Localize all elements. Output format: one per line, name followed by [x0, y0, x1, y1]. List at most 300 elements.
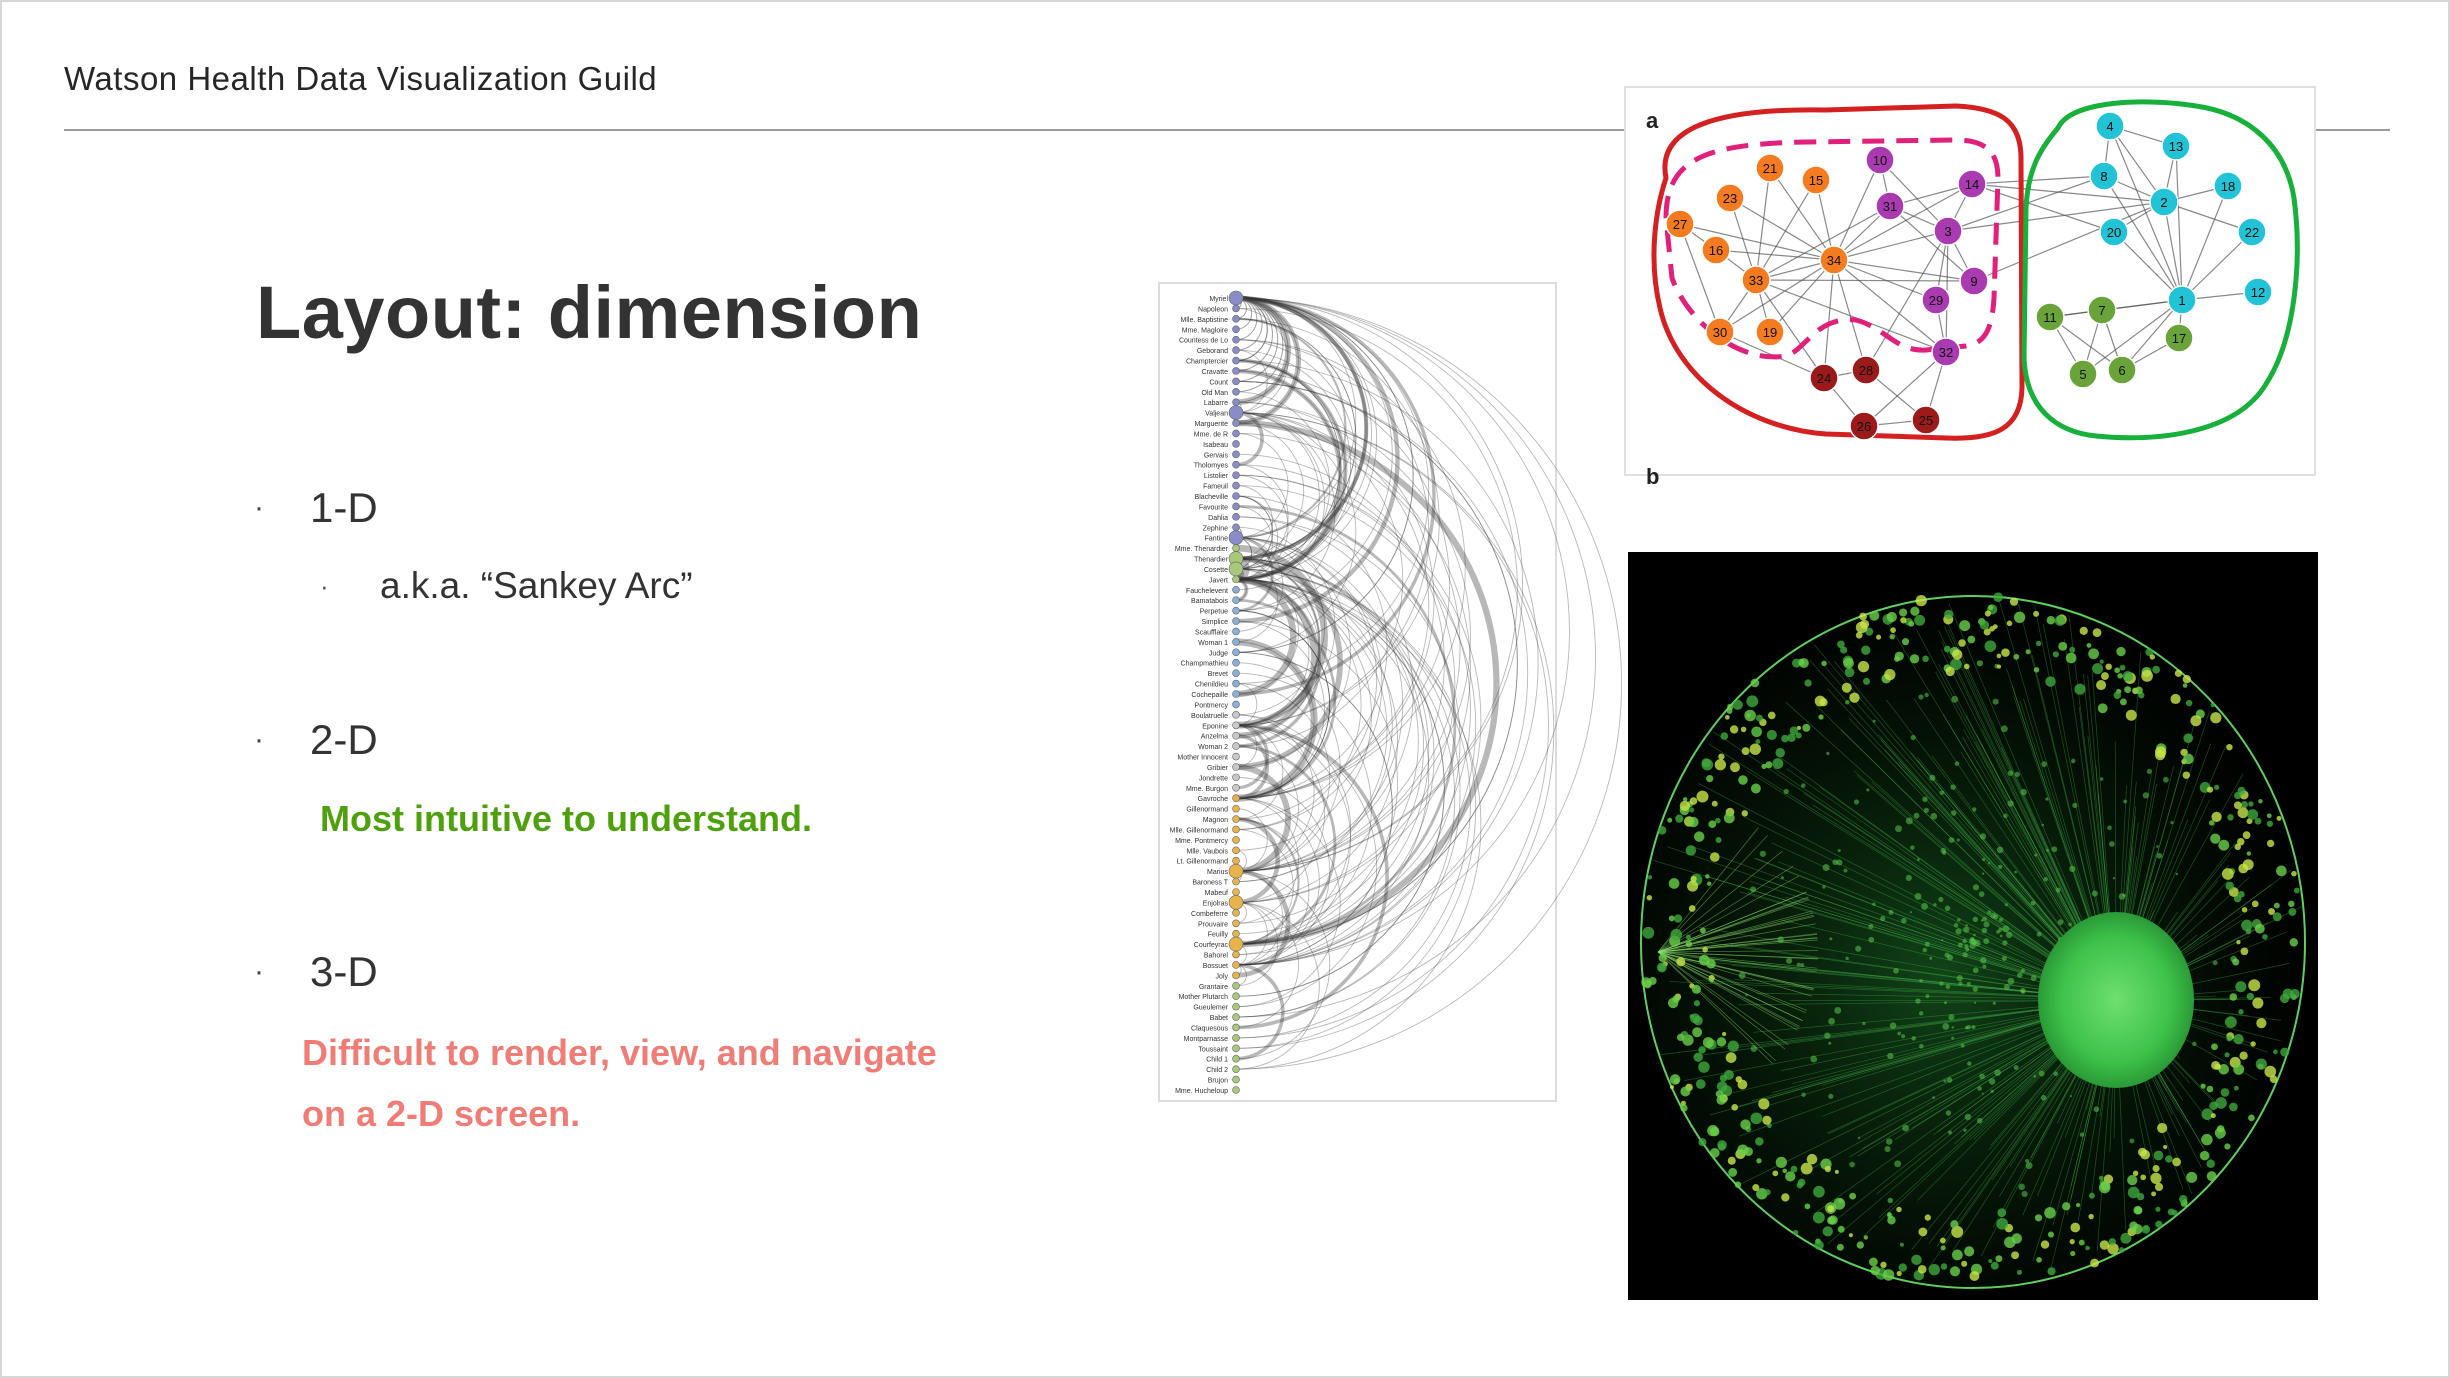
arc-node-label: Chenildieu — [1194, 681, 1228, 689]
sphere-cluster-point — [1756, 715, 1763, 722]
sphere-3d — [1628, 552, 2318, 1300]
sphere-cluster-point — [2150, 654, 2155, 659]
arc-node-label: Child 1 — [1206, 1056, 1228, 1064]
sphere-cluster-point — [1947, 1077, 1953, 1083]
arc-node — [1233, 795, 1240, 802]
panel-label-b: b — [1646, 464, 1660, 489]
sphere-cluster-point — [1897, 1032, 1901, 1036]
sphere-cluster-point — [2068, 923, 2072, 927]
network-node — [2108, 356, 2136, 384]
sphere-cluster-point — [1982, 965, 1986, 969]
sphere-cluster-point — [2192, 1042, 2196, 1046]
sphere-cluster-point — [2290, 938, 2298, 946]
sphere-cluster-point — [2137, 1193, 2144, 1200]
arc-node-label: Baroness T — [1192, 879, 1228, 887]
sphere-cluster-point — [1944, 1001, 1947, 1004]
sphere-cluster-point — [2226, 744, 2232, 750]
sphere-cluster-point — [1906, 817, 1913, 824]
sphere-cluster-point — [1822, 885, 1825, 888]
sphere-cluster-point — [2176, 873, 2178, 875]
sphere-cluster-point — [1698, 1046, 1705, 1053]
network-node-label: 32 — [1938, 345, 1954, 360]
network-node — [1958, 170, 1986, 198]
sphere-cluster-point — [2123, 800, 2127, 804]
sphere-cluster-point — [2170, 821, 2173, 824]
sphere-cluster-point — [2021, 789, 2027, 795]
arc-node-label: Mlle. Gillenormand — [1169, 827, 1228, 835]
arc-diagram-figure — [1158, 282, 1557, 1102]
network-node-label: 25 — [1918, 413, 1934, 428]
arc-node — [1233, 378, 1240, 385]
sphere-cluster-point — [2175, 670, 2182, 677]
sphere-cluster-point — [2241, 920, 2252, 931]
arc-node — [1233, 315, 1240, 322]
sphere-cluster-point — [2186, 1172, 2197, 1183]
bullet-label-3d: 3-D — [310, 948, 378, 995]
sphere-cluster-point — [1752, 728, 1760, 736]
sphere-cluster-point — [1674, 914, 1682, 922]
arc-node-label: Bahorel — [1203, 952, 1228, 960]
sphere-cluster-point — [1805, 1203, 1811, 1209]
sphere-cluster-point — [2264, 1066, 2276, 1078]
sphere-cluster-point — [1989, 1078, 1995, 1084]
sphere-cluster-point — [1837, 640, 1845, 648]
sphere-cluster-point — [1761, 764, 1766, 769]
sphere-cluster-point — [1702, 759, 1714, 771]
note-3d-line-1: Difficult to render, view, and navigate — [302, 1032, 937, 1073]
sub-bullet-label: a.k.a. “Sankey Arc” — [380, 565, 693, 606]
network-node — [1742, 266, 1770, 294]
sphere-cluster-point — [2036, 1257, 2042, 1263]
sphere-cluster-point — [2088, 1214, 2093, 1219]
sphere-cluster-point — [1911, 735, 1916, 740]
sphere-cluster-point — [2153, 1165, 2160, 1172]
sphere-cluster-point — [1974, 941, 1977, 944]
network-node — [2100, 218, 2128, 246]
sphere-cluster-point — [1698, 1138, 1706, 1146]
sphere-cluster-point — [2048, 1231, 2054, 1237]
sphere-cluster-point — [1692, 985, 1701, 994]
sphere-cluster-point — [1863, 678, 1870, 685]
sphere-cluster-point — [1821, 661, 1826, 666]
sphere-cluster-point — [2210, 833, 2220, 843]
sphere-cluster-point — [2237, 838, 2244, 845]
sphere-cluster-point — [2034, 667, 2039, 672]
arc-node — [1233, 1034, 1240, 1041]
sphere-cluster-point — [1938, 897, 1943, 902]
arc-node — [1233, 691, 1240, 698]
sphere-cluster-point — [1982, 1093, 1984, 1095]
network-node — [1934, 217, 1962, 245]
sphere-cluster-point — [1724, 813, 1735, 824]
network-node-label: 11 — [2043, 310, 2057, 325]
sphere-cluster-point — [1705, 874, 1709, 878]
arc-node — [1233, 972, 1240, 979]
arc-node-label: Gervais — [1203, 452, 1228, 460]
sphere-cluster-point — [2117, 673, 2122, 678]
sphere-cluster-point — [2229, 1103, 2238, 1112]
sphere-cluster-point — [2080, 1132, 2085, 1137]
sphere-cluster-point — [2071, 759, 2076, 764]
arc-node — [1233, 1045, 1240, 1052]
sphere-cluster-point — [1967, 982, 1971, 986]
sphere-cluster-point — [1996, 930, 2000, 934]
sphere-cluster-point — [1982, 858, 1985, 861]
sphere-cluster-point — [1746, 695, 1758, 707]
arc-node — [1233, 1014, 1240, 1021]
sphere-cluster-point — [2080, 627, 2088, 635]
sphere-cluster-point — [2201, 1083, 2206, 1088]
arc-node — [1233, 982, 1240, 989]
sphere-cluster-point — [2276, 866, 2287, 877]
sphere-cluster-point — [1950, 784, 1956, 790]
arc-node-label: Count — [1209, 379, 1228, 387]
sphere-cluster-point — [1694, 1053, 1703, 1062]
sphere-cluster-point — [2041, 1240, 2049, 1248]
sphere-cluster-point — [2238, 891, 2245, 898]
sphere-cluster-point — [1880, 1262, 1886, 1268]
sphere-cluster-point — [2055, 615, 2066, 626]
sphere-cluster-point — [1690, 1014, 1694, 1018]
sphere-cluster-point — [2101, 1181, 2111, 1191]
sphere-cluster-point — [2144, 1225, 2149, 1230]
sphere-cluster-point — [2226, 1035, 2232, 1041]
sphere-cluster-point — [2035, 1214, 2042, 1221]
sphere-cluster-point — [2058, 919, 2064, 925]
sphere-cluster-point — [1845, 667, 1855, 677]
arc-node — [1233, 430, 1240, 437]
sphere-cluster-point — [1902, 638, 1909, 645]
sphere-cluster-point — [1982, 872, 1984, 874]
sphere-cluster-point — [1949, 837, 1955, 843]
sphere-cluster-point — [1672, 995, 1680, 1003]
sphere-cluster-point — [1716, 1095, 1726, 1105]
sphere-cluster-point — [2165, 1155, 2172, 1162]
sphere-cluster-point — [1716, 837, 1722, 843]
arc-node-label: Woman 1 — [1198, 639, 1228, 647]
sphere-cluster-point — [1802, 724, 1810, 732]
sphere-cluster-point — [1890, 1022, 1897, 1029]
network-node-label: 27 — [1672, 217, 1688, 232]
arc-node — [1233, 347, 1240, 354]
arc-node-label: Mme. Burgon — [1185, 785, 1228, 793]
sphere-cluster-point — [1890, 634, 1895, 639]
sphere-cluster-point — [1971, 1025, 1975, 1029]
sphere-cluster-point — [2233, 1034, 2243, 1044]
sphere-cluster-point — [2221, 1088, 2230, 1097]
sphere-cluster-point — [2215, 1097, 2227, 1109]
sphere-core — [2038, 912, 2194, 1088]
arc-node — [1233, 711, 1240, 718]
network-node-label: 34 — [1826, 253, 1842, 268]
arc-node-label: Brujon — [1207, 1077, 1228, 1085]
network-graph-figure — [1624, 86, 2316, 489]
sphere-cluster-point — [2014, 612, 2025, 623]
arc-node — [1233, 784, 1240, 791]
sphere-cluster-point — [1836, 859, 1842, 865]
network-node-label: 26 — [1856, 419, 1872, 434]
sphere-cluster-point — [1977, 660, 1983, 666]
note-2d: Most intuitive to understand. — [320, 798, 812, 839]
sphere-cluster-point — [2058, 642, 2067, 651]
sphere-cluster-point — [2215, 1064, 2221, 1070]
arc-node — [1233, 503, 1240, 510]
sphere-cluster-point — [1961, 1261, 1967, 1267]
sphere-cluster-point — [1988, 1259, 1992, 1263]
sphere-cluster-point — [1908, 621, 1914, 627]
network-node — [1866, 146, 1894, 174]
arc-node-label: Countess de Lo — [1178, 337, 1228, 345]
arc-node — [1233, 461, 1240, 468]
sphere-cluster-point — [1963, 952, 1968, 957]
arc-node-label: Prouvaire — [1198, 921, 1228, 929]
network-node — [1756, 154, 1784, 182]
sphere-cluster-point — [1669, 916, 1675, 922]
sphere-cluster-point — [1957, 975, 1963, 981]
sphere-cluster-point — [1950, 1266, 1960, 1276]
sphere-cluster-point — [2214, 785, 2219, 790]
sphere-cluster-point — [1910, 911, 1912, 913]
sphere-cluster-point — [1929, 1264, 1940, 1275]
sphere-cluster-point — [2267, 813, 2272, 818]
sphere-cluster-point — [2243, 831, 2251, 839]
arc-node — [1233, 586, 1240, 593]
sphere-cluster-point — [1834, 1007, 1841, 1014]
sphere-cluster-point — [1728, 1168, 1737, 1177]
sphere-cluster-point — [2041, 1095, 2047, 1101]
sphere-cluster-point — [1680, 1104, 1687, 1111]
sphere-cluster-point — [1728, 1157, 1736, 1165]
sphere-cluster-point — [1737, 1145, 1748, 1156]
network-node-label: 7 — [2098, 303, 2106, 318]
sphere-cluster-point — [1717, 1037, 1726, 1046]
sphere-cluster-point — [1887, 1212, 1892, 1217]
sphere-cluster-point — [2283, 988, 2294, 999]
arc-node — [1233, 909, 1240, 916]
sphere-cluster-point — [1922, 655, 1929, 662]
arc-node — [1233, 618, 1240, 625]
arc-node — [1233, 649, 1240, 656]
sphere-cluster-point — [1893, 968, 1899, 974]
sphere-cluster-point — [1919, 1011, 1923, 1015]
arc-node — [1233, 440, 1240, 447]
sphere-cluster-point — [2044, 1207, 2056, 1219]
sphere-cluster-point — [1828, 1018, 1835, 1025]
bullet-2d — [254, 716, 378, 764]
network-node — [1802, 166, 1830, 194]
sphere-cluster-point — [1698, 1061, 1709, 1072]
network-node — [2214, 172, 2242, 200]
sub-bullet-sankey-arc — [320, 565, 693, 607]
network-node — [1852, 356, 1880, 384]
network-node-label: 15 — [1808, 173, 1824, 188]
network-node-label: 2 — [2160, 195, 2168, 210]
sphere-cluster-point — [1944, 646, 1951, 653]
sphere-cluster-point — [1951, 810, 1956, 815]
sphere-cluster-point — [2039, 1071, 2045, 1077]
sphere-cluster-point — [1670, 1074, 1680, 1084]
sphere-cluster-point — [1887, 1216, 1895, 1224]
arc-node — [1233, 763, 1240, 770]
arc-node — [1233, 1076, 1240, 1083]
sphere-cluster-point — [1947, 954, 1953, 960]
arc-node-label: Feuilly — [1207, 931, 1228, 939]
sphere-cluster-point — [1912, 1036, 1916, 1040]
network-edge — [1756, 168, 1770, 280]
sphere-cluster-point — [1800, 963, 1804, 967]
sphere-cluster-point — [1967, 636, 1975, 644]
arc-node — [1233, 878, 1240, 885]
sphere-cluster-point — [1997, 654, 2002, 659]
sphere-cluster-point — [1888, 1198, 1893, 1203]
arc-node-label: Fantine — [1204, 535, 1228, 543]
sphere-cluster-point — [2062, 1202, 2070, 1210]
sphere-cluster-point — [1918, 694, 1923, 699]
arc-links — [1236, 298, 1622, 1069]
sphere-cluster-point — [2072, 803, 2077, 808]
sphere-cluster-point — [1957, 838, 1960, 841]
sphere-cluster-point — [2041, 761, 2047, 767]
sphere-cluster-point — [2217, 1135, 2222, 1140]
sphere-cluster-point — [1993, 624, 1998, 629]
network-graph — [1626, 88, 2314, 489]
sphere-cluster-point — [2127, 1175, 2137, 1185]
arc-node — [1233, 597, 1240, 604]
sphere-cluster-point — [2020, 988, 2025, 993]
arc-node-label: Boulatruelle — [1191, 712, 1228, 720]
sphere-cluster-point — [1733, 700, 1743, 710]
sphere-cluster-point — [1922, 797, 1927, 802]
sphere-cluster-point — [1914, 813, 1920, 819]
arc-node-label: Blacheville — [1194, 494, 1228, 501]
sphere-cluster-point — [2241, 801, 2248, 808]
arc-node — [1229, 937, 1243, 951]
sphere-cluster-point — [1980, 620, 1989, 629]
sphere-cluster-point — [1781, 876, 1784, 879]
arc-node — [1233, 816, 1240, 823]
sphere-cluster-point — [2183, 733, 2193, 743]
sphere-cluster-point — [1918, 1265, 1927, 1274]
network-node-label: 17 — [2171, 331, 2187, 346]
sphere-cluster-point — [1864, 1235, 1868, 1239]
sphere-cluster-point — [1689, 808, 1694, 813]
sphere-cluster-point — [2007, 978, 2014, 985]
sphere-cluster-point — [2210, 712, 2221, 723]
sphere-cluster-point — [2036, 641, 2041, 646]
sphere-cluster-point — [1688, 817, 1698, 827]
arc-node — [1233, 388, 1240, 395]
sphere-cluster-point — [1880, 916, 1885, 921]
sphere-cluster-point — [2288, 901, 2295, 908]
sphere-cluster-point — [1925, 994, 1929, 998]
sphere-cluster-point — [1837, 1244, 1844, 1251]
sphere-cluster-point — [1739, 972, 1746, 979]
sphere-cluster-point — [2277, 816, 2282, 821]
sphere-cluster-point — [2200, 1151, 2210, 1161]
arc-node-label: Magnon — [1202, 817, 1228, 825]
network-edge — [1716, 250, 1834, 260]
sphere-cluster-point — [1997, 665, 2001, 669]
arc-node-label: Marius — [1206, 869, 1228, 877]
sphere-cluster-point — [2250, 1041, 2255, 1046]
sphere-cluster-point — [2225, 1016, 2237, 1028]
network-node — [1810, 364, 1838, 392]
arc-node-label: Judge — [1208, 650, 1228, 658]
arc-node-label: Woman 2 — [1198, 744, 1228, 752]
sphere-cluster-point — [1717, 1140, 1727, 1150]
sphere-cluster-point — [1872, 902, 1875, 905]
sphere-cluster-point — [1842, 683, 1852, 693]
sphere-cluster-point — [1993, 1002, 1996, 1005]
sphere-cluster-point — [1715, 759, 1726, 770]
arc-node — [1233, 961, 1240, 968]
sphere-cluster-point — [2087, 643, 2092, 648]
arc-node — [1233, 889, 1240, 896]
bullet-3d — [254, 948, 378, 996]
sphere-cluster-point — [1945, 667, 1954, 676]
sphere-cluster-point — [1948, 1130, 1952, 1134]
sphere-cluster-point — [1901, 1034, 1905, 1038]
sphere-cluster-point — [1910, 654, 1919, 663]
arc-node — [1229, 864, 1243, 878]
arc-node — [1233, 576, 1240, 583]
sphere-cluster-point — [1776, 1157, 1787, 1168]
sphere-cluster-point — [1924, 693, 1928, 697]
sphere-cluster-point — [2123, 671, 2134, 682]
sphere-cluster-point — [1919, 979, 1922, 982]
sphere-cluster-point — [2135, 687, 2143, 695]
network-node-label: 30 — [1712, 325, 1728, 340]
network-node-label: 9 — [1970, 274, 1978, 289]
sphere-cluster-point — [2092, 890, 2098, 896]
sphere-cluster-point — [1941, 939, 1943, 941]
sphere-cluster-point — [1954, 923, 1958, 927]
sphere-cluster-point — [2248, 801, 2253, 806]
arc-node-label: Enjolras — [1202, 900, 1228, 908]
network-edge — [2176, 146, 2182, 300]
sphere-cluster-point — [2085, 1246, 2090, 1251]
sphere-cluster-point — [1952, 1026, 1954, 1028]
sphere-cluster-point — [1843, 658, 1854, 669]
sphere-cluster-point — [1859, 613, 1867, 621]
sphere-cluster-point — [1781, 1193, 1789, 1201]
sphere-cluster-point — [2076, 1203, 2080, 1207]
sphere-cluster-point — [1855, 946, 1861, 952]
sphere-cluster-point — [1932, 1096, 1935, 1099]
sphere-cluster-point — [1963, 1129, 1966, 1132]
sphere-cluster-point — [1948, 1014, 1954, 1020]
sphere-cluster-point — [2207, 1086, 2214, 1093]
arc-node — [1233, 524, 1240, 531]
sphere-cluster-point — [2100, 660, 2104, 664]
sphere-cluster-point — [2015, 772, 2020, 777]
sphere-cluster-point — [2100, 1240, 2110, 1250]
network-edge — [1756, 280, 1974, 281]
arc-node-label: Courfeyrac — [1193, 942, 1228, 950]
sphere-cluster-point — [1722, 1032, 1726, 1036]
arc-diagram — [1160, 284, 1555, 1100]
sphere-cluster-point — [1738, 775, 1747, 784]
sphere-cluster-point — [2053, 651, 2059, 657]
sphere-cluster-point — [1706, 959, 1716, 969]
sphere-cluster-point — [2033, 611, 2039, 617]
sphere-cluster-point — [1941, 1245, 1946, 1250]
network-node-label: 18 — [2220, 179, 2236, 194]
sphere-cluster-point — [2172, 1158, 2181, 1167]
sphere-cluster-point — [1819, 698, 1827, 706]
sphere-cluster-point — [2045, 797, 2048, 800]
slide-title: Layout: dimension — [256, 271, 923, 354]
